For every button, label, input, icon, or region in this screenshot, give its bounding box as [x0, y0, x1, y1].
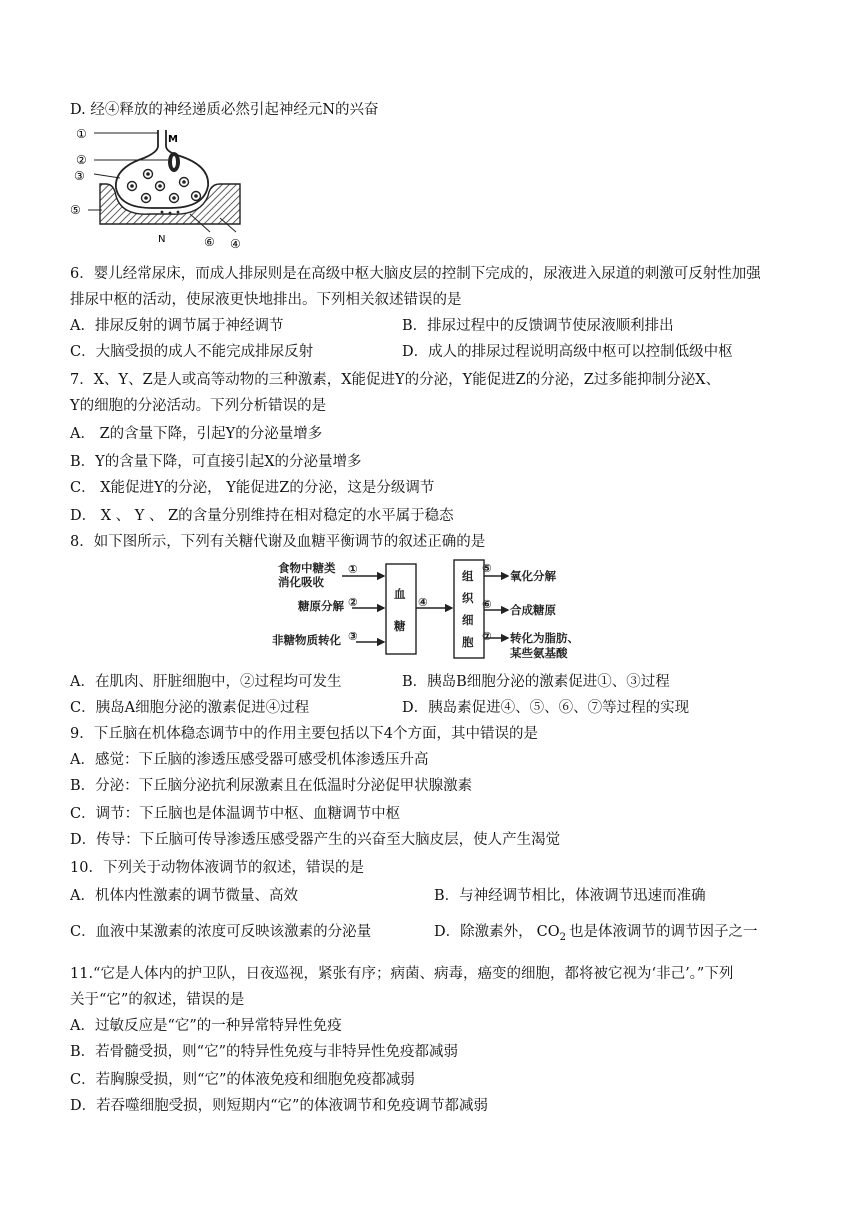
blood-sugar-figure: [272, 558, 592, 662]
q9-option-b: B．分泌：下丘脑分泌抗利尿激素且在低温时分泌促甲状腺激素: [70, 778, 473, 794]
q6-option-d: D．成人的排尿过程说明高级中枢可以控制低级中枢: [402, 344, 733, 360]
arrow-label-7: ⑦: [482, 629, 492, 643]
q6-option-a: A．排尿反射的调节属于神经调节: [70, 318, 284, 334]
q8-option-b: B．胰岛B细胞分泌的激素促进①、③过程: [402, 674, 670, 690]
synapse-label-1: ①: [76, 127, 87, 141]
tissue-box-char4: 胞: [462, 635, 474, 649]
arrow-label-5: ⑤: [482, 561, 492, 575]
co2-subscript: 2: [559, 931, 566, 943]
q9-option-a: A．感觉：下丘脑的渗透压感受器可感受机体渗透压升高: [70, 752, 429, 768]
q11-stem-line2: 关于“它”的叙述，错误的是: [70, 992, 245, 1008]
output-glycogen: 合成糖原: [510, 603, 556, 617]
q11-option-b: B．若骨髓受损，则“它”的特异性免疫与非特异性免疫都减弱: [70, 1044, 458, 1060]
q5-option-d: D. 经④释放的神经递质必然引起神经元N的兴奋: [70, 102, 379, 118]
arrow-label-1: ①: [348, 562, 358, 576]
source-glycogen: 糖原分解: [298, 599, 344, 613]
synapse-label-5: ⑤: [70, 203, 81, 217]
q6-option-b: B．排尿过程中的反馈调节使尿液顺利排出: [402, 318, 674, 334]
q10-stem: 10．下列关于动物体液调节的叙述，错误的是: [70, 860, 364, 876]
synapse-label-4: ④: [230, 237, 241, 251]
q8-option-a: A．在肌肉、肝脏细胞中，②过程均可发生: [70, 674, 342, 690]
q7-option-d: D． X 、 Y 、 Z的含量分别维持在相对稳定的水平属于稳态: [70, 508, 454, 524]
arrow-label-6: ⑥: [482, 597, 492, 611]
q7-stem-line1: 7．X、Y、Z是人或高等动物的三种激素，X能促进Y的分泌，Y能促进Z的分泌，Z过多能抑制分泌X、: [70, 372, 721, 388]
q9-option-d: D．传导：下丘脑可传导渗透压感受器产生的兴奋至大脑皮层，使人产生渴觉: [70, 832, 561, 848]
tissue-box-char3: 细: [462, 613, 474, 627]
tissue-box-char2: 织: [462, 591, 474, 605]
q7-option-b: B．Y的含量下降，可直接引起X的分泌量增多: [70, 454, 362, 470]
co2-co: CO: [536, 924, 560, 940]
q10-option-d: [434, 922, 757, 948]
q7-stem-line2: Y的细胞的分泌活动。下列分析错误的是: [70, 398, 327, 414]
q7-option-a: A． Z的含量下降，引起Y的分泌量增多: [70, 426, 323, 442]
arrow-label-4: ④: [418, 595, 428, 609]
synapse-label-3: ③: [74, 169, 85, 183]
q6-stem-line1: 6．婴儿经常尿床，而成人排尿则是在高级中枢大脑皮层的控制下完成的，尿液进入尿道的刺激可反射性加强: [70, 266, 761, 282]
q11-option-d: D．若吞噬细胞受损，则短期内“它”的体液调节和免疫调节都减弱: [70, 1098, 488, 1114]
arrow-label-3: ③: [348, 629, 358, 643]
blood-box-char2: 糖: [394, 619, 406, 633]
q6-option-c: C．大脑受损的成人不能完成排尿反射: [70, 344, 314, 360]
synapse-figure: [70, 124, 250, 254]
q11-stem-line1: 11.“它是人体内的护卫队，日夜巡视，紧张有序；病菌、病毒，癌变的细胞，都将被它视为‘非己’。”下列: [70, 966, 734, 982]
q10-option-a: A．机体内性激素的调节微量、高效: [70, 888, 298, 904]
q10-option-c: C．血液中某激素的浓度可反映该激素的分泌量: [70, 924, 372, 940]
blood-box-char1: 血: [394, 587, 406, 601]
neuron-n-label: N: [158, 234, 166, 245]
neuron-m-label: M: [168, 134, 178, 145]
synapse-label-2: ②: [76, 153, 87, 167]
q10-option-d-post: 也是体液调节的调节因子之一: [568, 924, 758, 940]
q11-option-c: C．若胸腺受损，则“它”的体液免疫和细胞免疫都减弱: [70, 1072, 415, 1088]
tissue-box-char1: 组: [462, 569, 474, 583]
q11-option-a: A．过敏反应是“它”的一种异常特异性免疫: [70, 1018, 342, 1034]
q10-option-b: B．与神经调节相比，体液调节迅速而准确: [434, 888, 706, 904]
q8-option-d: D．胰岛素促进④、⑤、⑥、⑦等过程的实现: [402, 700, 690, 716]
co2-formula: [536, 924, 566, 943]
q8-option-c: C．胰岛A细胞分泌的激素促进④过程: [70, 700, 310, 716]
q9-stem: 9．下丘脑在机体稳态调节中的作用主要包括以下4个方面，其中错误的是: [70, 726, 538, 742]
output-fat-line2: 某些氨基酸: [510, 646, 568, 660]
q8-stem: 8．如下图所示，下列有关糖代谢及血糖平衡调节的叙述正确的是: [70, 534, 486, 550]
q10-option-d-pre: D．除激素外，: [434, 924, 533, 940]
output-fat-line1: 转化为脂肪、: [510, 631, 579, 645]
synapse-label-6: ⑥: [204, 235, 215, 249]
q9-option-c: C．调节：下丘脑也是体温调节中枢、血糖调节中枢: [70, 806, 401, 822]
q7-option-c: C． X能促进Y的分泌， Y能促进Z的分泌，这是分级调节: [70, 480, 435, 496]
output-oxidation: 氧化分解: [510, 569, 556, 583]
source-nonsugar: 非糖物质转化: [272, 633, 341, 647]
arrow-label-2: ②: [348, 595, 358, 609]
source-food-line1: 食物中糖类: [278, 561, 336, 575]
source-food-line2: 消化吸收: [278, 575, 324, 589]
q6-stem-line2: 排尿中枢的活动，使尿液更快地排出。下列相关叙述错误的是: [70, 292, 462, 308]
